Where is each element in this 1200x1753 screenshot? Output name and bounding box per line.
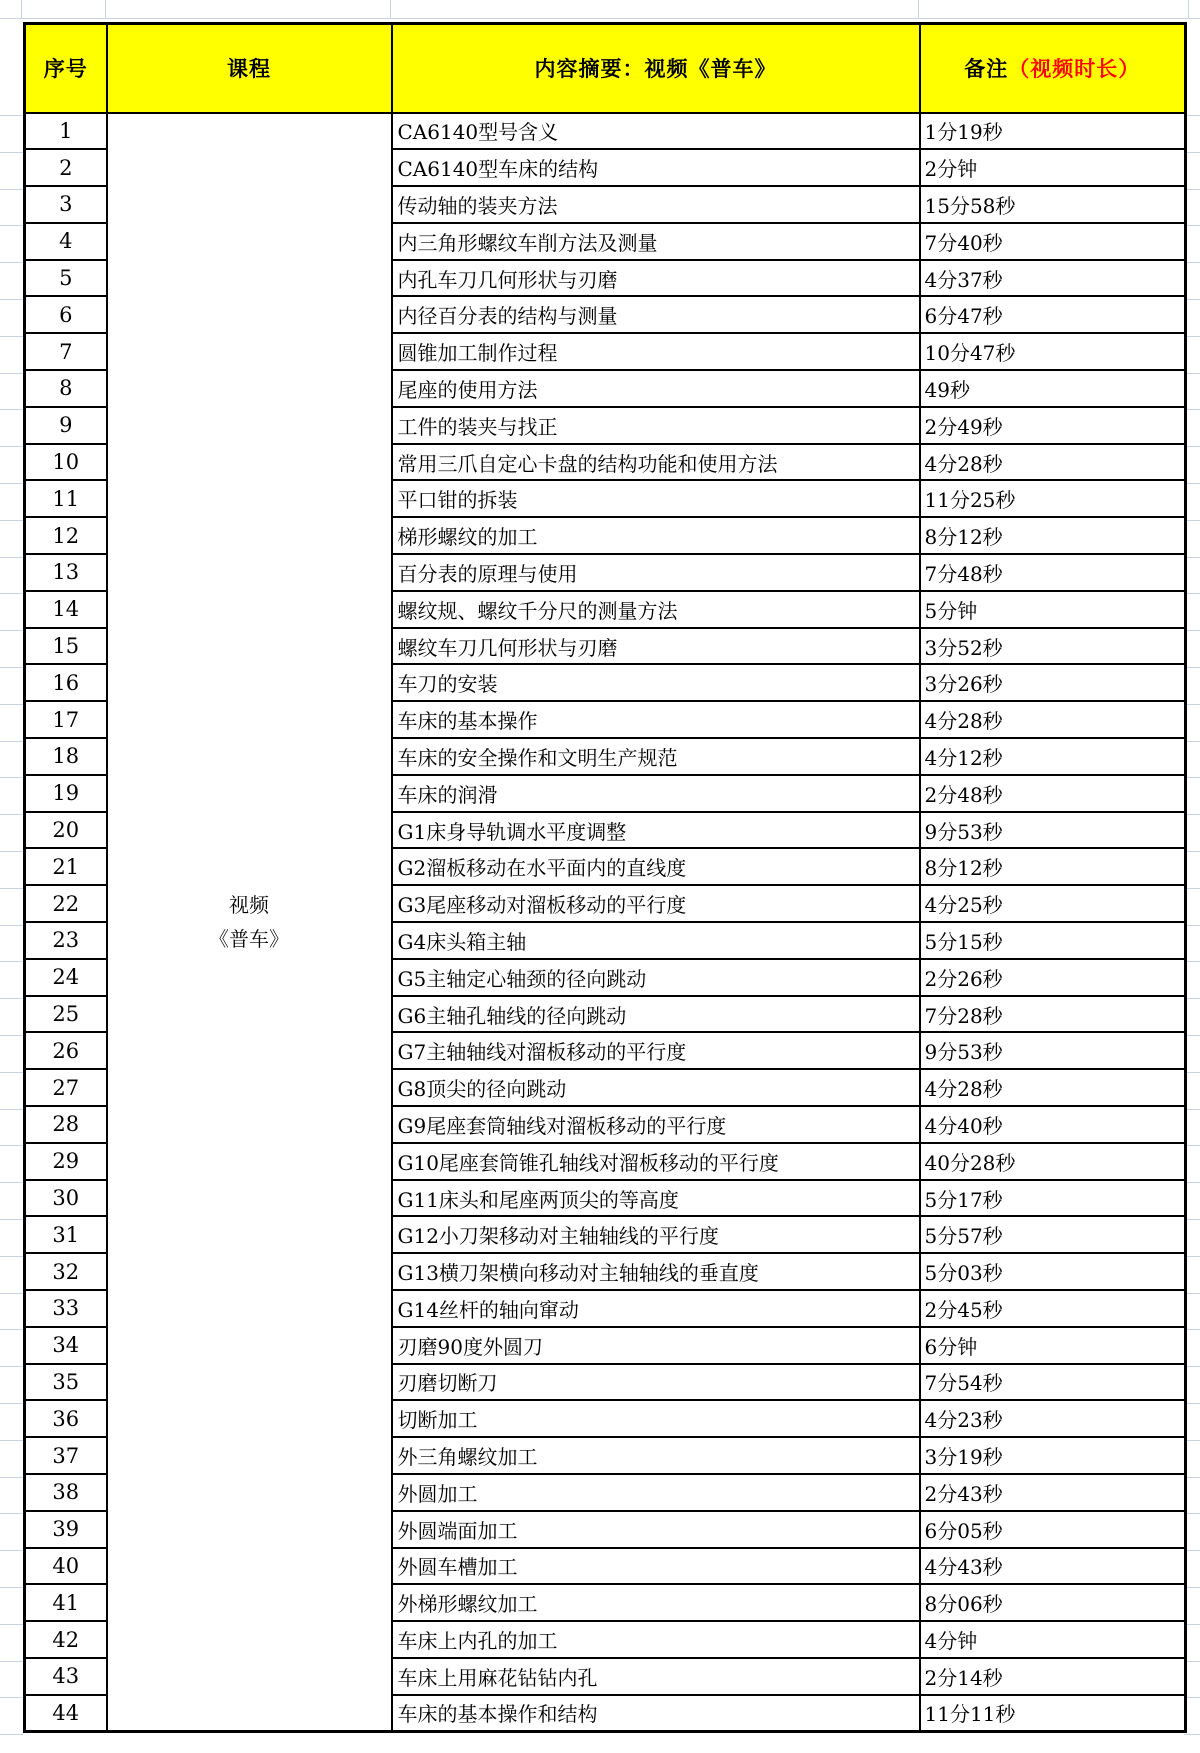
cell-duration[interactable]: 4分40秒 — [920, 1106, 1186, 1143]
cell-no[interactable]: 22 — [25, 885, 107, 922]
tick-left — [0, 1293, 23, 1294]
cell-duration[interactable]: 4分23秒 — [920, 1400, 1186, 1437]
header-course[interactable]: 课程 — [107, 24, 392, 113]
cell-duration[interactable]: 11分25秒 — [920, 480, 1186, 517]
cell-duration[interactable]: 15分58秒 — [920, 186, 1186, 223]
cell-content[interactable]: 刃磨切断刀 — [392, 1364, 920, 1401]
cell-content[interactable]: 切断加工 — [392, 1400, 920, 1437]
cell-content[interactable]: 外圆加工 — [392, 1474, 920, 1511]
cell-duration[interactable]: 7分28秒 — [920, 996, 1186, 1033]
cell-no[interactable]: 25 — [25, 996, 107, 1033]
course-line1: 视频 — [229, 892, 269, 917]
cell-duration[interactable]: 8分12秒 — [920, 517, 1186, 554]
tick-left — [0, 1624, 23, 1625]
tick-left — [0, 1734, 23, 1735]
header-no[interactable]: 序号 — [25, 24, 107, 113]
tick-left — [0, 1403, 23, 1404]
cell-duration[interactable]: 5分钟 — [920, 591, 1186, 628]
header-remark-duration-label: （视频时长） — [1008, 56, 1141, 82]
tick-left — [0, 299, 23, 300]
tick-left — [0, 225, 23, 226]
cell-content[interactable]: 梯形螺纹的加工 — [392, 517, 920, 554]
cell-content[interactable]: G12小刀架移动对主轴轴线的平行度 — [392, 1216, 920, 1253]
gridline — [918, 0, 919, 18]
tick-left — [0, 1587, 23, 1588]
cell-duration[interactable]: 1分19秒 — [920, 113, 1186, 150]
cell-no[interactable]: 8 — [25, 370, 107, 407]
cell-content[interactable]: G13横刀架横向移动对主轴轴线的垂直度 — [392, 1253, 920, 1290]
tick-left — [0, 520, 23, 521]
tick-left — [0, 446, 23, 447]
cell-no[interactable]: 13 — [25, 554, 107, 591]
cell-duration[interactable]: 2分26秒 — [920, 959, 1186, 996]
cell-no[interactable]: 3 — [25, 186, 107, 223]
cell-duration[interactable]: 6分47秒 — [920, 296, 1186, 333]
cell-duration[interactable]: 6分钟 — [920, 1327, 1186, 1364]
cell-duration[interactable]: 5分03秒 — [920, 1253, 1186, 1290]
tick-left — [0, 630, 23, 631]
cell-duration[interactable]: 2分49秒 — [920, 407, 1186, 444]
cell-no[interactable]: 18 — [25, 738, 107, 775]
tick-left — [0, 814, 23, 815]
cell-duration[interactable]: 3分52秒 — [920, 628, 1186, 665]
cell-duration[interactable]: 5分57秒 — [920, 1216, 1186, 1253]
tick-left — [0, 1661, 23, 1662]
cell-content[interactable]: 车床的基本操作 — [392, 701, 920, 738]
tick-left — [0, 262, 23, 263]
tick-left — [0, 1035, 23, 1036]
cell-content[interactable]: CA6140型号含义 — [392, 113, 920, 150]
cell-no[interactable]: 36 — [25, 1400, 107, 1437]
cell-no[interactable]: 42 — [25, 1621, 107, 1658]
cell-content[interactable]: 百分表的原理与使用 — [392, 554, 920, 591]
cell-no[interactable]: 31 — [25, 1216, 107, 1253]
cell-content[interactable]: 车床的基本操作和结构 — [392, 1695, 920, 1732]
cell-no[interactable]: 16 — [25, 664, 107, 701]
cell-duration[interactable]: 10分47秒 — [920, 333, 1186, 370]
cell-content[interactable]: 车床的安全操作和文明生产规范 — [392, 738, 920, 775]
cell-no[interactable]: 27 — [25, 1069, 107, 1106]
cell-no[interactable]: 26 — [25, 1032, 107, 1069]
cell-duration[interactable]: 8分12秒 — [920, 848, 1186, 885]
cell-content[interactable]: 车刀的安装 — [392, 664, 920, 701]
cell-content[interactable]: 圆锥加工制作过程 — [392, 333, 920, 370]
cell-content[interactable]: 外梯形螺纹加工 — [392, 1584, 920, 1621]
header-remark[interactable] — [920, 24, 1186, 113]
tick-left — [0, 373, 23, 374]
cell-duration[interactable]: 8分06秒 — [920, 1584, 1186, 1621]
cell-no[interactable]: 5 — [25, 260, 107, 297]
cell-content[interactable]: G9尾座套筒轴线对溜板移动的平行度 — [392, 1106, 920, 1143]
cell-content[interactable]: 外圆端面加工 — [392, 1511, 920, 1548]
cell-no[interactable]: 14 — [25, 591, 107, 628]
tick-left — [0, 1329, 23, 1330]
cell-no[interactable]: 4 — [25, 223, 107, 260]
cell-no[interactable]: 40 — [25, 1548, 107, 1585]
tick-left — [0, 667, 23, 668]
tick-left — [0, 961, 23, 962]
cell-content[interactable]: G6主轴孔轴线的径向跳动 — [392, 996, 920, 1033]
tick-left — [0, 593, 23, 594]
cell-no[interactable]: 2 — [25, 149, 107, 186]
course-table — [23, 22, 1187, 1733]
cell-no[interactable]: 29 — [25, 1143, 107, 1180]
cell-content[interactable]: G14丝杆的轴向窜动 — [392, 1290, 920, 1327]
cell-duration[interactable]: 49秒 — [920, 370, 1186, 407]
header-remark-label: 备注 — [964, 56, 1009, 82]
cell-content[interactable]: CA6140型车床的结构 — [392, 149, 920, 186]
cell-duration[interactable]: 4分43秒 — [920, 1548, 1186, 1585]
cell-content[interactable]: G7主轴轴线对溜板移动的平行度 — [392, 1032, 920, 1069]
gridline — [21, 0, 22, 18]
tick-left — [0, 741, 23, 742]
cell-content[interactable]: G5主轴定心轴颈的径向跳动 — [392, 959, 920, 996]
cell-content[interactable]: G1床身导轨调水平度调整 — [392, 812, 920, 849]
cell-content[interactable]: 车床的润滑 — [392, 775, 920, 812]
table-body — [25, 113, 1186, 1732]
cell-no[interactable]: 39 — [25, 1511, 107, 1548]
cell-duration[interactable]: 9分53秒 — [920, 1032, 1186, 1069]
tick-right — [1184, 1734, 1200, 1735]
tick-left — [0, 1182, 23, 1183]
cell-duration[interactable]: 4分25秒 — [920, 885, 1186, 922]
cell-no[interactable]: 34 — [25, 1327, 107, 1364]
cell-content[interactable]: 外圆车槽加工 — [392, 1548, 920, 1585]
cell-duration[interactable]: 40分28秒 — [920, 1143, 1186, 1180]
cell-duration[interactable]: 5分15秒 — [920, 922, 1186, 959]
cell-no[interactable]: 10 — [25, 444, 107, 481]
cell-no[interactable]: 23 — [25, 922, 107, 959]
cell-no[interactable]: 37 — [25, 1437, 107, 1474]
tick-left — [0, 1697, 23, 1698]
cell-content[interactable]: 内径百分表的结构与测量 — [392, 296, 920, 333]
cell-content[interactable]: G11床头和尾座两顶尖的等高度 — [392, 1180, 920, 1217]
tick-left — [0, 704, 23, 705]
cell-no[interactable]: 9 — [25, 407, 107, 444]
cell-duration[interactable]: 3分26秒 — [920, 664, 1186, 701]
tick-left — [0, 925, 23, 926]
cell-content[interactable]: 工件的装夹与找正 — [392, 407, 920, 444]
tick-left — [0, 1440, 23, 1441]
cell-no[interactable]: 38 — [25, 1474, 107, 1511]
cell-no[interactable]: 43 — [25, 1658, 107, 1695]
tick-left — [0, 851, 23, 852]
cell-no[interactable]: 35 — [25, 1364, 107, 1401]
cell-duration[interactable]: 4分37秒 — [920, 260, 1186, 297]
tick-left — [0, 1145, 23, 1146]
cell-no[interactable]: 28 — [25, 1106, 107, 1143]
header-content[interactable]: 内容摘要：视频《普车》 — [392, 24, 920, 113]
course-line2: 《普车》 — [209, 926, 289, 951]
course-merged-cell[interactable] — [107, 113, 392, 1732]
tick-left — [0, 888, 23, 889]
cell-content[interactable]: 尾座的使用方法 — [392, 370, 920, 407]
cell-duration[interactable]: 4分钟 — [920, 1621, 1186, 1658]
tick-left — [0, 409, 23, 410]
cell-content[interactable]: 内三角形螺纹车削方法及测量 — [392, 223, 920, 260]
cell-duration[interactable]: 2分14秒 — [920, 1658, 1186, 1695]
cell-no[interactable]: 21 — [25, 848, 107, 885]
cell-no[interactable]: 6 — [25, 296, 107, 333]
cell-duration[interactable]: 11分11秒 — [920, 1695, 1186, 1732]
cell-duration[interactable]: 4分28秒 — [920, 1069, 1186, 1106]
tick-left — [0, 557, 23, 558]
cell-no[interactable]: 32 — [25, 1253, 107, 1290]
tick-left — [0, 998, 23, 999]
cell-content[interactable]: 常用三爪自定心卡盘的结构功能和使用方法 — [392, 444, 920, 481]
cell-duration[interactable]: 2分45秒 — [920, 1290, 1186, 1327]
tick-left — [0, 1109, 23, 1110]
cell-content[interactable]: 外三角螺纹加工 — [392, 1437, 920, 1474]
cell-no[interactable]: 11 — [25, 480, 107, 517]
cell-content[interactable]: 刃磨90度外圆刀 — [392, 1327, 920, 1364]
cell-no[interactable]: 20 — [25, 812, 107, 849]
cell-duration[interactable]: 2分43秒 — [920, 1474, 1186, 1511]
tick-left — [0, 152, 23, 153]
cell-content[interactable]: 螺纹规、螺纹千分尺的测量方法 — [392, 591, 920, 628]
cell-no[interactable]: 33 — [25, 1290, 107, 1327]
tick-left — [0, 1550, 23, 1551]
cell-no[interactable]: 24 — [25, 959, 107, 996]
cell-no[interactable]: 1 — [25, 113, 107, 150]
tick-left — [0, 1219, 23, 1220]
gridline — [390, 0, 391, 18]
cell-duration[interactable]: 2分48秒 — [920, 775, 1186, 812]
cell-no[interactable]: 19 — [25, 775, 107, 812]
tick-left — [0, 777, 23, 778]
cell-duration[interactable]: 3分19秒 — [920, 1437, 1186, 1474]
cell-duration[interactable]: 7分54秒 — [920, 1364, 1186, 1401]
cell-duration[interactable]: 6分05秒 — [920, 1511, 1186, 1548]
tick-left — [0, 189, 23, 190]
tick-left — [0, 1477, 23, 1478]
cell-duration[interactable]: 2分钟 — [920, 149, 1186, 186]
cell-no[interactable]: 17 — [25, 701, 107, 738]
cell-duration[interactable]: 7分48秒 — [920, 554, 1186, 591]
gridline — [0, 18, 1200, 19]
cell-content[interactable]: 车床上用麻花钻钻内孔 — [392, 1658, 920, 1695]
cell-duration[interactable]: 4分28秒 — [920, 701, 1186, 738]
cell-duration[interactable]: 5分17秒 — [920, 1180, 1186, 1217]
cell-no[interactable]: 12 — [25, 517, 107, 554]
gridline — [1188, 0, 1189, 18]
tick-left — [0, 1513, 23, 1514]
cell-duration[interactable]: 4分28秒 — [920, 444, 1186, 481]
cell-content[interactable]: 车床上内孔的加工 — [392, 1621, 920, 1658]
cell-content[interactable]: G4床头箱主轴 — [392, 922, 920, 959]
tick-left — [0, 336, 23, 337]
cell-content[interactable]: G3尾座移动对溜板移动的平行度 — [392, 885, 920, 922]
table-row — [25, 113, 1186, 150]
tick-left — [0, 483, 23, 484]
cell-no[interactable]: 30 — [25, 1180, 107, 1217]
cell-no[interactable]: 15 — [25, 628, 107, 665]
tick-left — [0, 1072, 23, 1073]
cell-no[interactable]: 41 — [25, 1584, 107, 1621]
cell-content[interactable]: 传动轴的装夹方法 — [392, 186, 920, 223]
header-row — [25, 24, 1186, 113]
cell-no[interactable]: 44 — [25, 1695, 107, 1732]
cell-duration[interactable]: 7分40秒 — [920, 223, 1186, 260]
tick-left — [0, 115, 23, 116]
cell-content[interactable]: G10尾座套筒锥孔轴线对溜板移动的平行度 — [392, 1143, 920, 1180]
cell-duration[interactable]: 9分53秒 — [920, 812, 1186, 849]
cell-content[interactable]: 内孔车刀几何形状与刃磨 — [392, 260, 920, 297]
cell-content[interactable]: G2溜板移动在水平面内的直线度 — [392, 848, 920, 885]
cell-content[interactable]: 螺纹车刀几何形状与刃磨 — [392, 628, 920, 665]
cell-no[interactable]: 7 — [25, 333, 107, 370]
gridline — [105, 0, 106, 18]
tick-left — [0, 1256, 23, 1257]
tick-left — [0, 1366, 23, 1367]
cell-duration[interactable]: 4分12秒 — [920, 738, 1186, 775]
cell-content[interactable]: 平口钳的拆装 — [392, 480, 920, 517]
cell-content[interactable]: G8顶尖的径向跳动 — [392, 1069, 920, 1106]
